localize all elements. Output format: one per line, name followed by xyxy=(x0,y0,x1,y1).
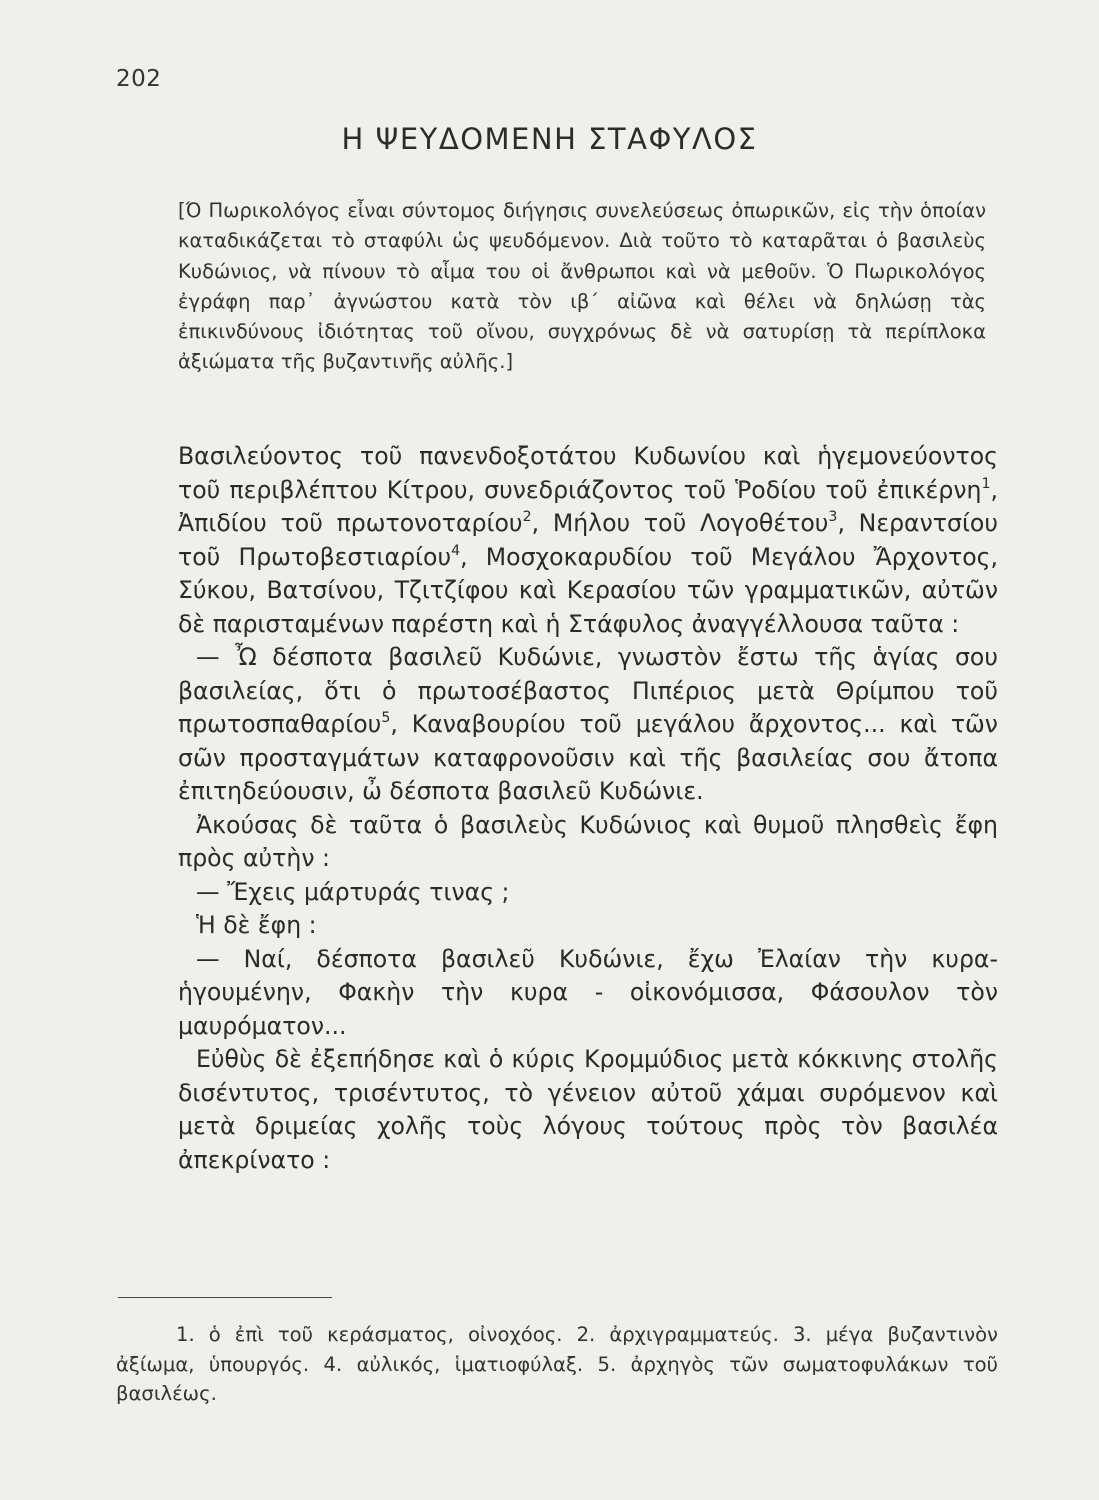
paragraph-2 xyxy=(178,641,998,809)
paragraph-4: — Ἔχεις μάρτυράς τινας ; xyxy=(196,877,510,906)
paragraph-3: Ἀκούσας δὲ ταῦτα ὁ βασιλεὺς Κυδώνιος καὶ θυμοῦ πλησθεὶς ἔφη πρὸς αὐτὴν : xyxy=(178,810,998,872)
paragraph-5: Ἡ δὲ ἔφη : xyxy=(196,911,317,939)
main-text xyxy=(178,440,998,1177)
footnote-ref-5: 5 xyxy=(381,710,391,727)
footnotes xyxy=(116,1320,998,1409)
footnote-divider xyxy=(118,1297,332,1298)
intro-paragraph: [Ό Πωρικολόγος εἶναι σύντομος διήγησις συνελεύσεως ὀπωρικῶν, εἰς τὴν ὁποίαν καταδικάζεται τὸ σταφύλι ὡς ψευδόμενον. Διὰ τοῦτο τὸ καταρᾶται ὁ βασιλεὺς Κυδώνιος, νὰ πίνουν τὸ αἷμα του οἱ ἄνθρωποι καὶ νὰ μεθοῦν. Ὁ Πωρικολόγος ἐγράφη παρ᾿ ἀγνώστου κατὰ τὸν ιβ΄ αἰῶνα καὶ θέλει νὰ δηλώσῃ τὰς ἐπικινδύνους ἰδιότητας τοῦ οἴνου, συγχρόνως δὲ νὰ σατυρίσῃ τὰ περίπλοκα ἀξιώματα τῆς βυζαντινῆς αὐλῆς.] xyxy=(178,199,986,374)
paragraph-7: Εὐθὺς δὲ ἐξεπήδησε καὶ ὁ κύρις Κρομμύδιος μετὰ κόκκινης στολῆς δισέντυτος, τρισέντυτος, τὸ γένειον αὐτοῦ χάμαι συρόμενον καὶ μετὰ δριμείας χολῆς τοὺς λόγους τούτους πρὸς τὸν βασιλέα ἀπεκρίνατο : xyxy=(178,1045,998,1174)
paragraph-1 xyxy=(178,440,998,641)
paragraph-1-part-a: Βασιλεύοντος τοῦ πανενδοξοτάτου Κυδωνίου καὶ ἡγεμονεύοντος τοῦ περιβλέπτου Κίτρου, συνεδριάζοντος τοῦ Ῥοδίου τοῦ ἐπικέρνη xyxy=(178,442,998,504)
footnote-ref-4: 4 xyxy=(451,542,461,559)
chapter-title: Η ΨΕΥΔΟΜΕΝΗ ΣΤΑΦΥΛΟΣ xyxy=(341,122,758,156)
footnote-ref-2: 2 xyxy=(522,509,532,526)
paragraph-1-part-e: , Μοσχοκαρυδίου τοῦ Μεγάλου Ἄρχοντος, Σύκου, Βατσίνου, Τζιτζίφου καὶ Κερασίου τῶν γραμματικῶν, αὐτῶν δὲ παρισταμένων παρέστη καὶ ἡ Στάφυλος ἀναγγέλλουσα ταῦτα : xyxy=(178,542,998,638)
paragraph-6: — Ναί, δέσποτα βασιλεῦ Κυδώνιε, ἔχω Ἐλαίαν τὴν κυρα-ἡγουμένην, Φακὴν τὴν κυρα - οἰκονόμισσα, Φάσουλον τὸν μαυρόματον... xyxy=(178,944,998,1040)
footnote-ref-3: 3 xyxy=(828,509,838,526)
paragraph-1-part-d: , Νεραντσίου τοῦ Πρωτοβεστιαρίου xyxy=(178,509,999,571)
paragraph-2-part-b: , Καναβουρίου τοῦ μεγάλου ἄρχοντος... καὶ τῶν σῶν προσταγμάτων καταφρονοῦσιν καὶ τῆς βασιλείας σου ἄτοπα ἐπιτηδεύουσιν, ὦ δέσποτα βασιλεῦ Κυδώνιε. xyxy=(178,710,998,805)
footnotes-text: 1. ὁ ἐπὶ τοῦ κεράσματος, οἰνοχόος. 2. ἀρχιγραμματεύς. 3. μέγα βυζαντινὸν ἀξίωμα, ὑπουργός. 4. αὐλικός, ἱματιοφύλαξ. 5. ἀρχηγὸς τῶν σωματοφυλάκων τοῦ βασιλέως. xyxy=(116,1323,998,1405)
footnote-ref-1: 1 xyxy=(981,475,991,492)
page-number: 202 xyxy=(116,66,162,92)
paragraph-1-part-c: , Μήλου τοῦ Λογοθέτου xyxy=(531,509,829,537)
paragraph-2-part-a: — Ὦ δέσποτα βασιλεῦ Κυδώνιε, γνωστὸν ἔστω τῆς ἁγίας σου βασιλείας, ὅτι ὁ πρωτοσέβαστος Πιπέριος μετὰ Θρίμπου τοῦ πρωτοσπαθαρίου xyxy=(178,643,998,738)
paragraph-1-part-b: , Ἀπιδίου τοῦ πρωτονοταρίου xyxy=(178,475,998,537)
